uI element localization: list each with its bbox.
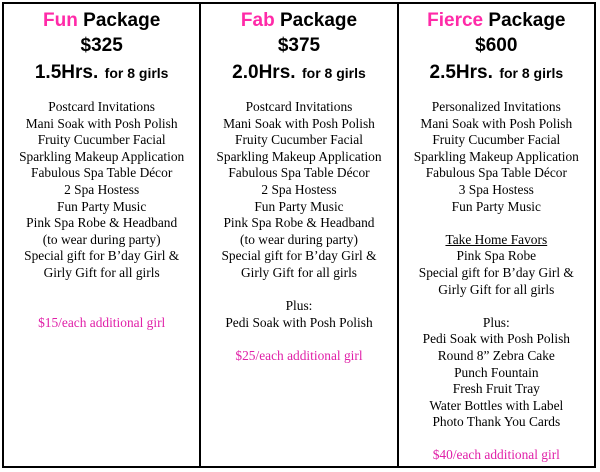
spacer [201,282,396,299]
package-girls: for 8 girls [104,65,169,81]
package-hours: 2.0Hrs. [232,62,296,83]
spacer [4,298,199,315]
feature-item: Sparkling Makeup Application [216,148,382,164]
feature-item: Pink Spa Robe & Headband [223,215,375,231]
feature-item: (to wear during party) [240,231,358,247]
spacer [399,431,594,448]
plus-item: Pedi Soak with Posh Polish [422,331,570,347]
package-title [4,10,199,32]
feature-item: Postcard Invitations [245,99,353,114]
package-price: $375 [277,35,321,56]
package-duration [399,60,594,87]
spacer [399,298,594,315]
plus-item: Photo Thank You Cards [432,414,561,430]
plus-label: Plus: [285,298,313,314]
package-name: Package [83,10,161,31]
favor-item: Special gift for B’day Girl & [418,264,574,280]
feature-item: Fabulous Spa Table Décor [425,165,567,181]
feature-item: Fun Party Music [451,198,541,214]
package-title [201,10,396,32]
feature-item: Fruity Cucumber Facial [432,132,561,148]
package-accent: Fab [240,10,275,31]
feature-item: Fabulous Spa Table Décor [228,165,370,181]
package-name: Package [488,10,566,31]
favor-item: Pink Spa Robe [456,248,537,264]
feature-item: Special gift for B’day Girl & [221,248,377,264]
package-fab [201,4,398,466]
plus-item: Water Bottles with Label [429,397,564,413]
favors-label: Take Home Favors [445,231,548,247]
spacer [399,215,594,232]
feature-item: Special gift for B’day Girl & [24,248,180,264]
feature-item: Fabulous Spa Table Décor [31,165,173,181]
package-girls: for 8 girls [302,65,366,81]
additional-girl-price: $25/each additional girl [235,347,363,363]
feature-item: Mani Soak with Posh Polish [223,115,375,131]
package-hours: 1.5Hrs. [34,62,99,83]
package-duration [4,60,199,87]
spacer [4,282,199,299]
feature-item: Mani Soak with Posh Polish [25,115,178,131]
feature-item: Mani Soak with Posh Polish [420,115,573,131]
feature-item: (to wear during party) [42,231,161,247]
feature-item: Girly Gift for all girls [240,264,357,280]
package-accent: Fun [43,10,78,31]
plus-item: Round 8” Zebra Cake [437,347,555,363]
feature-item: Postcard Invitations [48,99,156,114]
package-price: $600 [475,35,518,56]
feature-item: 2 Spa Hostess [261,181,337,197]
feature-item: Personalized Invitations [431,99,561,114]
feature-item: Fruity Cucumber Facial [235,132,363,148]
feature-list [4,99,199,331]
feature-item: Fruity Cucumber Facial [37,132,166,148]
package-hours: 2.5Hrs. [429,62,493,83]
feature-item: Fun Party Music [57,198,147,214]
plus-label: Plus: [482,314,510,330]
feature-item: 2 Spa Hostess [64,181,140,197]
favor-item: Girly Gift for all girls [438,281,555,297]
package-title [399,10,594,32]
feature-item: Sparkling Makeup Application [413,148,579,164]
package-fun [4,4,201,466]
package-name: Package [279,10,358,31]
package-duration [201,60,396,87]
spacer [201,331,396,348]
plus-item: Punch Fountain [454,364,539,380]
additional-girl-price: $15/each additional girl [38,314,166,330]
packages-table [2,2,596,468]
package-accent: Fierce [427,10,484,31]
plus-item: Fresh Fruit Tray [452,381,540,397]
feature-list [399,99,594,464]
feature-item: Fun Party Music [254,198,344,214]
package-girls: for 8 girls [499,65,564,81]
feature-item: 3 Spa Hostess [458,181,534,197]
additional-girl-price: $40/each additional girl [432,447,560,463]
feature-item: Pink Spa Robe & Headband [26,215,178,231]
feature-item: Girly Gift for all girls [43,264,160,280]
feature-list [201,99,396,365]
plus-item: Pedi Soak with Posh Polish [225,314,373,330]
feature-item: Sparkling Makeup Application [19,148,185,164]
package-fierce [399,4,594,466]
package-price: $325 [80,35,123,56]
